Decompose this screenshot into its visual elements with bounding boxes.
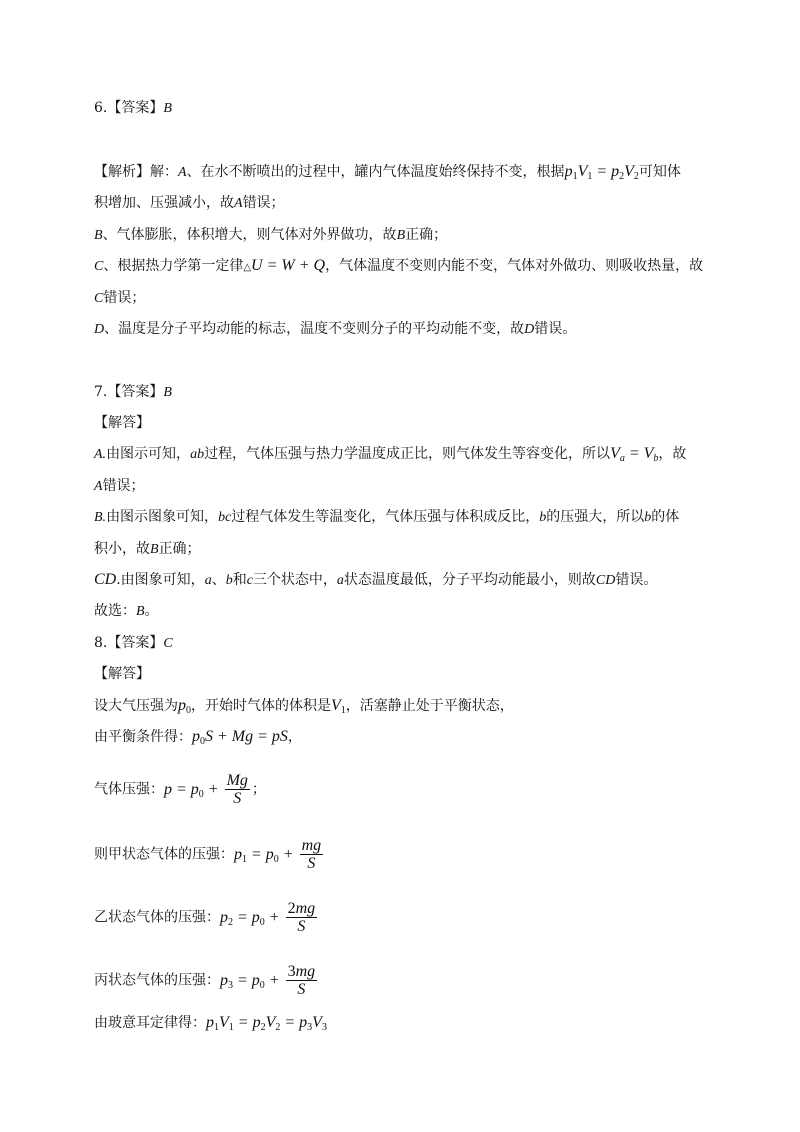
text: ； (251, 781, 266, 798)
text: 错误。 (534, 321, 577, 337)
text: 积增加、压强减小，故 (94, 195, 234, 211)
text: .由图象可知， (116, 572, 205, 588)
2mg-over-s-fraction: $\frac{2mg}{S}$ (287, 900, 316, 935)
q7-heading (94, 383, 172, 402)
v1-symbol: $V_1$ (331, 697, 346, 716)
text: 状态温度最低，分子平均动能最小，则故 (343, 572, 596, 588)
q8-line-7 (94, 1014, 327, 1032)
p1-formula: $p_1 = p_0$ + (234, 845, 298, 865)
text: 由玻意耳定律得： (94, 1015, 206, 1031)
q6-analysis-line-2 (94, 194, 285, 213)
text: ，故 (658, 446, 687, 462)
q6-analysis-tag: 【解析】 (94, 164, 150, 180)
option-letter: C (94, 291, 104, 306)
text: 、气体膨胀，体积增大，则气体对外界做功，故 (102, 227, 397, 243)
text: 错误； (242, 195, 285, 211)
text: 【解答】 (94, 666, 150, 682)
q8-line-5 (94, 900, 319, 935)
text: 和 (232, 572, 247, 588)
p0-symbol: $p_0$ (178, 697, 191, 716)
option-letter: B (94, 228, 103, 243)
q6-analysis-line-4 (94, 257, 703, 277)
q6-number: 6. (94, 100, 108, 116)
q6-analysis-line-3 (94, 226, 447, 245)
option-letter: A (234, 196, 243, 211)
q7-line-b (94, 508, 679, 527)
q8-heading (94, 634, 173, 653)
text: 设大气压强为 (94, 698, 178, 714)
p2-formula: $p_2 = p_0$ + (220, 908, 284, 928)
q7-line-a (94, 445, 686, 464)
option-letter: B (136, 604, 145, 619)
option-letter: B (150, 542, 159, 557)
option-letter: D (524, 322, 535, 337)
q6-answer: B (163, 101, 172, 116)
text: 正确； (158, 541, 201, 557)
text: 由图示图象可知， (106, 509, 219, 525)
q8-answer-tag: 【答案】 (107, 635, 164, 651)
q7-line-a2 (94, 477, 145, 496)
text: 错误； (103, 290, 146, 306)
variable: bc (218, 510, 232, 525)
option-letter: C (94, 259, 104, 274)
text: ， (287, 729, 302, 745)
text: 丙状态气体的压强： (94, 972, 220, 989)
text: 解： (150, 164, 178, 180)
3mg-over-s-fraction: $\frac{3mg}{S}$ (287, 963, 316, 998)
q6-heading (94, 99, 172, 118)
text: 的压强大，所以 (546, 509, 645, 525)
text: ，气体温度不变则内能不变，气体对外做功、则吸收热量，故 (325, 258, 704, 274)
mg-over-s-fraction: $\frac{Mg}{S}$ (226, 772, 248, 807)
q6-answer-tag: 【答案】 (107, 100, 164, 116)
q8-line-2 (94, 728, 302, 746)
text: 、在水不断喷出的过程中，罐内气体温度始终保持不变，根据 (186, 164, 565, 180)
variable: b (225, 573, 233, 588)
q6-analysis-line-6 (94, 320, 576, 339)
text: 过程，气体压强与热力学温度成正比，则气体发生等容变化，所以 (204, 446, 611, 462)
q8-solve-tag (94, 665, 150, 683)
text: 、温度是分子平均动能的标志，温度不变则分子的平均动能不变，故 (104, 321, 525, 337)
q8-answer: C (163, 636, 173, 651)
q7-line-b2 (94, 540, 201, 559)
q7-number: 7. (94, 384, 108, 400)
q7-line-cd (94, 571, 657, 590)
text: 则甲状态气体的压强： (94, 846, 234, 863)
q6-analysis-line-5 (94, 289, 145, 308)
variable: c (246, 573, 253, 588)
option-letter: A (178, 165, 187, 180)
variable: b (644, 510, 652, 525)
option-letter: A. (94, 447, 107, 462)
q7-solve-tag (94, 414, 150, 432)
q8-number: 8. (94, 635, 108, 651)
p3-formula: $p_3 = p_0$ + (220, 971, 284, 991)
text: 三个状态中， (252, 572, 337, 588)
option-letter: A (94, 479, 103, 494)
va-equals-vb-formula: $V_a = V_b$ (610, 445, 659, 464)
q7-choose (94, 602, 159, 621)
text: ，开始时气体的体积是 (191, 698, 331, 714)
q6-analysis-line-1 (94, 163, 681, 182)
variable: a (336, 573, 344, 588)
text: 积小，故 (94, 541, 150, 557)
q7-answer-tag: 【答案】 (107, 384, 164, 400)
boyle-formula: $p_1V_1 = p_2V_2$ (564, 163, 639, 182)
variable: b (539, 510, 547, 525)
boyle-chain-formula: $p_1V_1 = p_2V_2 = p_3V_3$ (206, 1014, 327, 1033)
text: 错误。 (615, 572, 658, 588)
text: 、 (211, 572, 226, 588)
mg-over-s-fraction: $\frac{mg}{S}$ (301, 837, 322, 872)
text: 由平衡条件得： (94, 729, 192, 745)
option-letter: CD (94, 571, 117, 588)
text: 故选： (94, 603, 136, 619)
pressure-formula: $p = p_0$ + (164, 780, 223, 800)
q8-line-4 (94, 837, 325, 872)
option-letter: D (94, 322, 105, 337)
text: 错误； (102, 478, 145, 494)
text: 的体 (651, 509, 680, 525)
variable: ab (190, 447, 205, 462)
text: 【解答】 (94, 415, 150, 431)
option-letter: B. (94, 510, 107, 525)
equilibrium-formula: $p_0S + Mg$ = pS (192, 728, 288, 747)
q7-answer: B (163, 385, 172, 400)
text: 正确； (405, 227, 448, 243)
first-law-formula: △U = W + Q (243, 257, 326, 274)
text: 、根据热力学第一定律 (103, 258, 244, 274)
q8-line-1 (94, 697, 514, 715)
q8-line-3 (94, 772, 266, 807)
option-letter: B (396, 228, 406, 243)
q8-line-6 (94, 963, 319, 998)
variable: a (204, 573, 212, 588)
text: 由图示可知， (106, 446, 191, 462)
text: 乙状态气体的压强： (94, 909, 220, 926)
text: ，活塞静止处于平衡状态， (345, 698, 514, 714)
text: 可知体 (638, 164, 681, 180)
text: 气体压强： (94, 781, 164, 798)
option-letter: CD (595, 573, 616, 588)
text: 。 (144, 603, 159, 619)
text: 过程气体发生等温变化，气体压强与体积成反比， (231, 509, 540, 525)
